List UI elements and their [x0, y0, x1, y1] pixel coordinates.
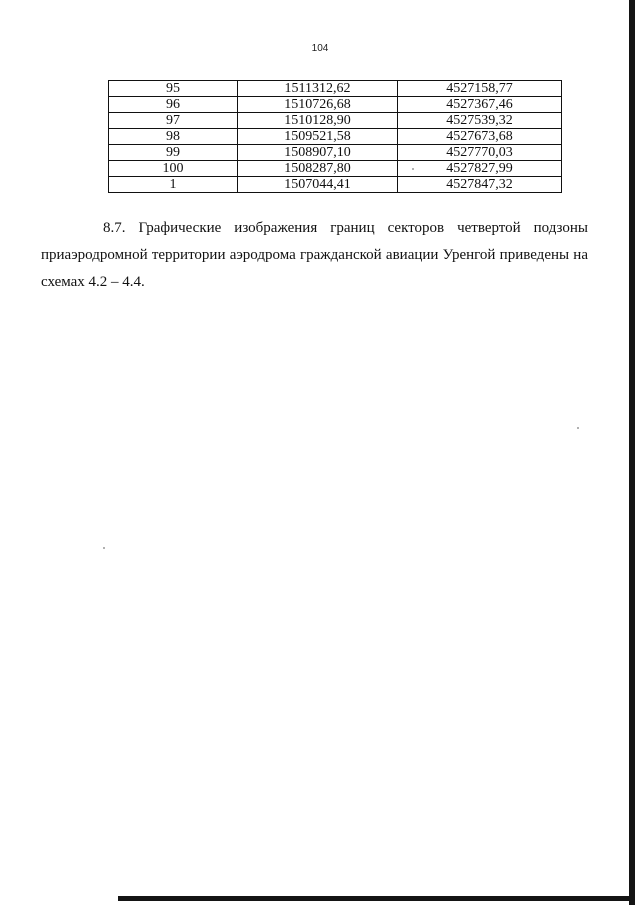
scan-speck [577, 427, 579, 429]
section-paragraph [41, 215, 588, 296]
point-number-cell: 100 [109, 161, 238, 177]
table-row [109, 161, 562, 177]
point-number-cell: 96 [109, 97, 238, 113]
point-number-cell: 99 [109, 145, 238, 161]
y-coordinate-cell: 4527827,99 [398, 161, 562, 177]
y-coordinate-cell: 4527158,77 [398, 81, 562, 97]
x-coordinate-cell: 1508907,10 [238, 145, 398, 161]
table-row [109, 97, 562, 113]
coordinates-table [108, 80, 562, 193]
scan-speck [103, 547, 105, 549]
point-number-cell: 95 [109, 81, 238, 97]
x-coordinate-cell: 1510726,68 [238, 97, 398, 113]
table-row [109, 145, 562, 161]
paragraph-line: приаэродромной территории аэродрома гражданской авиации Уренгой приведены на [41, 247, 588, 263]
table-row [109, 81, 562, 97]
page-right-edge [629, 0, 635, 905]
table-row [109, 113, 562, 129]
point-number-cell: 1 [109, 177, 238, 193]
scan-speck [412, 168, 414, 170]
x-coordinate-cell: 1510128,90 [238, 113, 398, 129]
x-coordinate-cell: 1509521,58 [238, 129, 398, 145]
page-number: 104 [311, 43, 329, 54]
y-coordinate-cell: 4527847,32 [398, 177, 562, 193]
y-coordinate-cell: 4527770,03 [398, 145, 562, 161]
page-bottom-edge [118, 896, 635, 901]
x-coordinate-cell: 1507044,41 [238, 177, 398, 193]
x-coordinate-cell: 1511312,62 [238, 81, 398, 97]
paragraph-line: 8.7. Графические изображения границ секторов четвертой подзоны [103, 220, 588, 236]
table-row [109, 129, 562, 145]
point-number-cell: 97 [109, 113, 238, 129]
y-coordinate-cell: 4527539,32 [398, 113, 562, 129]
y-coordinate-cell: 4527673,68 [398, 129, 562, 145]
y-coordinate-cell: 4527367,46 [398, 97, 562, 113]
x-coordinate-cell: 1508287,80 [238, 161, 398, 177]
point-number-cell: 98 [109, 129, 238, 145]
table-row [109, 177, 562, 193]
paragraph-line: схемах 4.2 – 4.4. [41, 274, 145, 290]
